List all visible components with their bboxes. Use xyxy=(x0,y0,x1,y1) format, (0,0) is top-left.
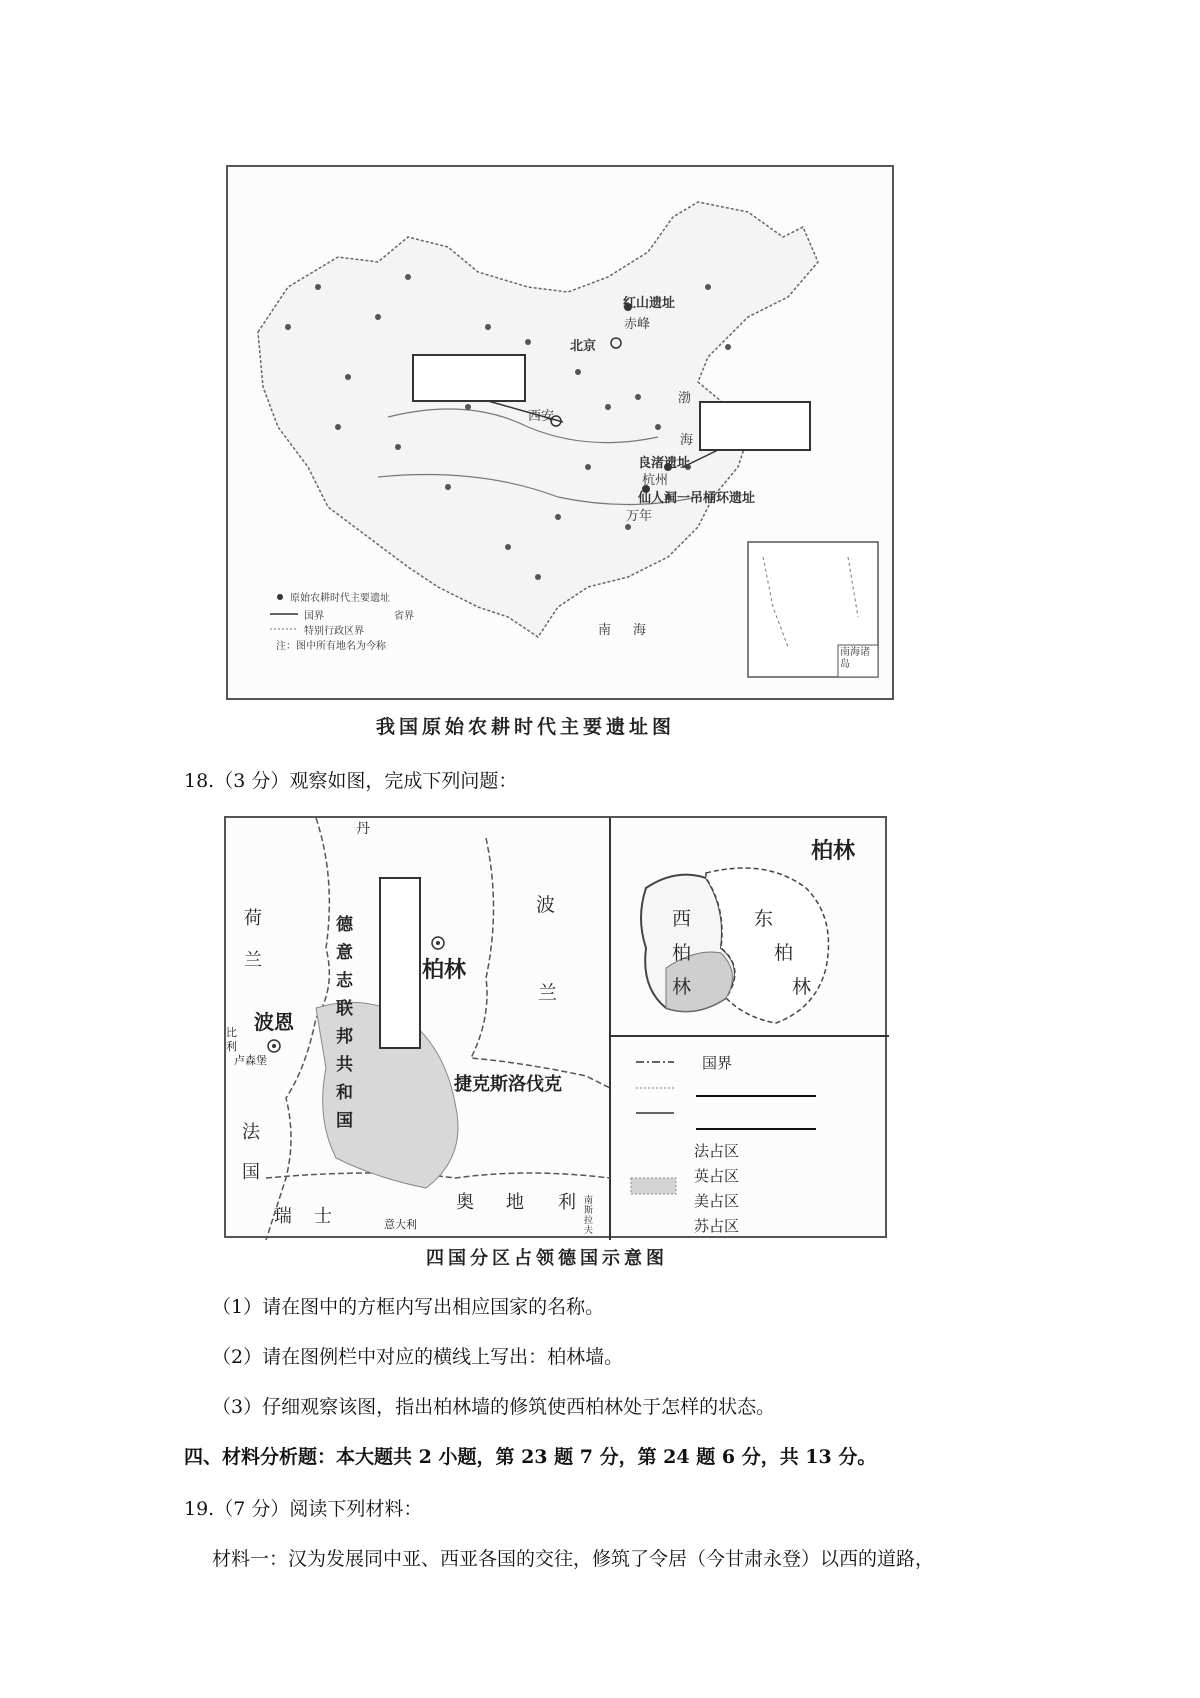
map-label-ao: 奥 xyxy=(456,1192,474,1213)
legend-british-zone: 英占区 xyxy=(694,1167,740,1185)
question19-material1: 材料一：汉为发展同中亚、西亚各国的交往，修筑了令居（今甘肃永登）以西的道路， xyxy=(212,1548,935,1570)
question19-stem: 19.（7 分）阅读下列材料： xyxy=(184,1498,423,1520)
map-label-rui: 瑞 xyxy=(274,1206,292,1227)
section4-heading: 四、材料分析题：本大题共 2 小题，第 23 题 7 分，第 24 题 6 分，共 13 分。 xyxy=(184,1446,877,1468)
question18-sub1: （1）请在图中的方框内写出相应国家的名称。 xyxy=(212,1296,605,1318)
map-label-gong: 共 xyxy=(336,1055,353,1075)
map-label-de: 德 xyxy=(336,915,353,935)
inset-west-3: 林 xyxy=(672,976,692,998)
map-label-yugoslavia: 南斯拉夫 xyxy=(584,1196,594,1236)
question18-sub2: （2）请在图例栏中对应的横线上写出：柏林墙。 xyxy=(212,1346,624,1368)
map-label-berlin: 柏林 xyxy=(422,957,467,983)
inset-west-1: 西 xyxy=(672,908,692,930)
site-hongshan: 红山遗址 xyxy=(623,296,676,311)
region-nanhai2: 海 xyxy=(633,623,647,638)
map-label-lian: 联 xyxy=(336,999,353,1019)
legend-border: 国界 xyxy=(702,1054,733,1072)
inset-east-1: 东 xyxy=(754,908,774,930)
germany-map-figure xyxy=(224,816,887,1238)
map-label-italy: 意大利 xyxy=(384,1218,417,1231)
inset-west-2: 柏 xyxy=(672,942,692,964)
map-label-bo: 波 xyxy=(536,894,556,916)
region-nanhai: 南 xyxy=(598,623,612,638)
inset-title-berlin: 柏林 xyxy=(811,838,856,864)
map-label-fa: 法 xyxy=(242,1122,260,1143)
map-label-czech: 捷克斯洛伐克 xyxy=(454,1074,562,1095)
map-label-li: 利 xyxy=(558,1192,576,1213)
map-label-bi: 比 xyxy=(226,1026,237,1039)
map-label-li2: 利 xyxy=(226,1040,237,1053)
map-label-guo: 国 xyxy=(336,1111,353,1131)
region-zhuhai: 南海诸岛 xyxy=(840,647,870,670)
legend-border: 国界 xyxy=(304,611,324,622)
site-beijing: 北京 xyxy=(570,339,597,354)
site-wannian: 万年 xyxy=(626,509,653,524)
map-label-luxembourg: 卢森堡 xyxy=(234,1054,267,1067)
legend-french-zone: 法占区 xyxy=(694,1142,740,1160)
site-chifeng: 赤峰 xyxy=(624,317,651,332)
map-label-di: 地 xyxy=(506,1192,524,1213)
map-label-dan: 丹 xyxy=(356,821,370,837)
question18-sub3: （3）仔细观察该图，指出柏林墙的修筑使西柏林处于怎样的状态。 xyxy=(212,1396,776,1418)
map-label-shi: 士 xyxy=(314,1206,332,1227)
map-label-lan2: 兰 xyxy=(538,982,558,1004)
inset-east-2: 柏 xyxy=(774,942,794,964)
figure1-caption: 我国原始农耕时代主要遗址图 xyxy=(376,716,676,738)
legend-province: 省界 xyxy=(394,611,414,622)
inset-east-3: 林 xyxy=(792,976,812,998)
legend-note: 注：图中所有地名为今称 xyxy=(276,641,386,652)
site-hangzhou: 杭州 xyxy=(642,473,669,488)
site-xian: 西安 xyxy=(528,409,555,424)
site-liangzhu: 良渚遗址 xyxy=(638,456,691,471)
legend-site: 原始农耕时代主要遗址 xyxy=(290,593,390,604)
region-bohai: 渤 xyxy=(678,391,692,406)
map-label-he: 荷 xyxy=(244,908,262,929)
map-label-bang: 邦 xyxy=(336,1027,353,1047)
map-label-bonn: 波恩 xyxy=(254,1010,294,1034)
question18-stem: 18.（3 分）观察如图，完成下列问题： xyxy=(184,770,518,792)
map-label-zhi: 志 xyxy=(336,971,353,991)
legend-soviet-zone: 苏占区 xyxy=(694,1217,740,1235)
map-label-he2: 和 xyxy=(336,1083,353,1103)
region-bohai2: 海 xyxy=(680,433,694,448)
map-label-guo2: 国 xyxy=(242,1162,260,1183)
legend-sar: 特别行政区界 xyxy=(304,626,364,637)
map-label-lan: 兰 xyxy=(244,950,262,971)
figure2-caption: 四国分区占领德国示意图 xyxy=(426,1248,668,1269)
legend-american-zone: 美占区 xyxy=(694,1192,740,1210)
site-xianrendong: 仙人洞一吊桶环遗址 xyxy=(638,491,756,506)
germany-map-drawing xyxy=(226,818,889,1240)
map-label-yi: 意 xyxy=(336,943,353,963)
china-map-figure xyxy=(226,165,894,700)
